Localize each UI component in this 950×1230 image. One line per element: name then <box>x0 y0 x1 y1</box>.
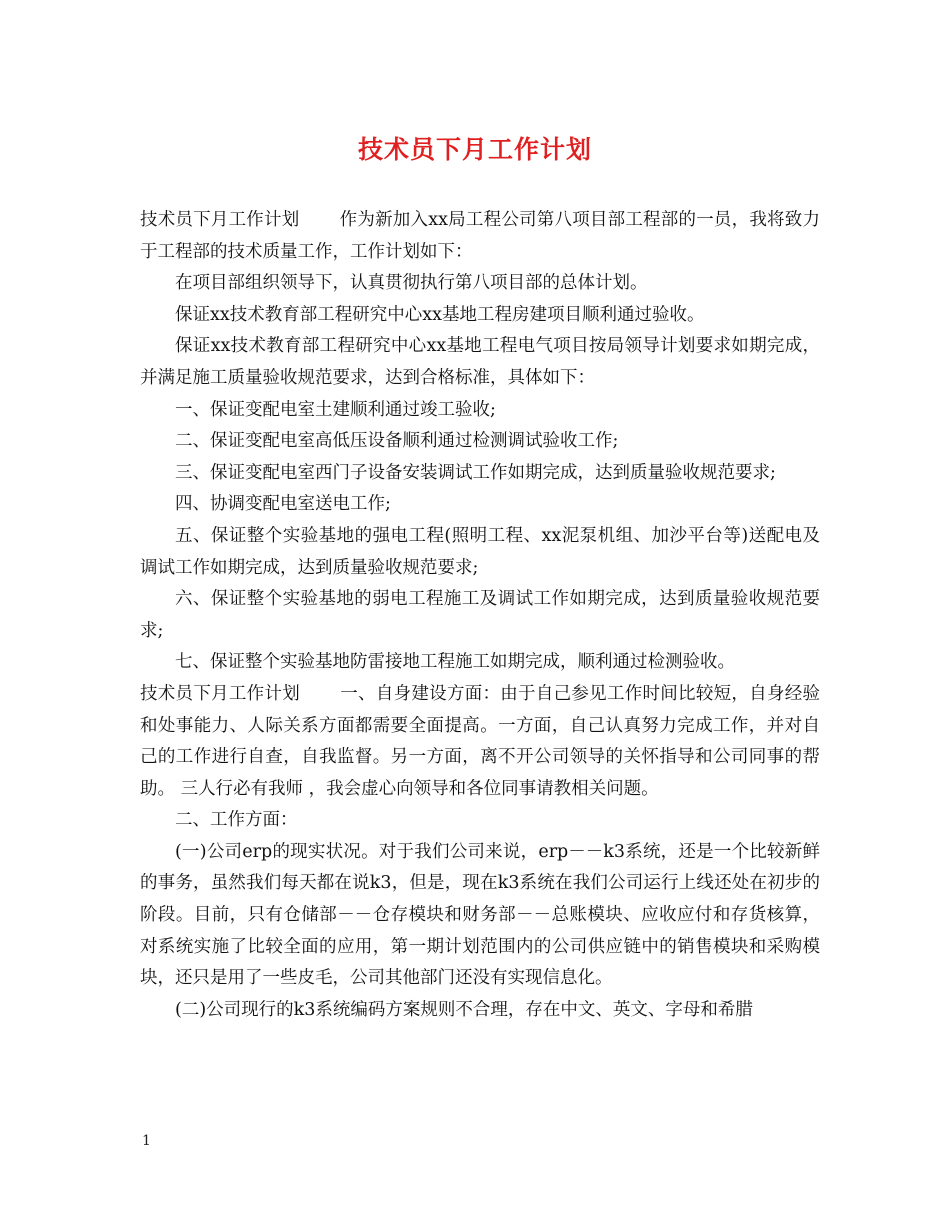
paragraph: 三、保证变配电室西门子设备安装调试工作如期完成，达到质量验收规范要求; <box>175 462 776 483</box>
paragraph <box>140 205 820 268</box>
paragraph-lead: 技术员下月工作计划 <box>140 210 300 230</box>
paragraph: 保证xx技术教育部工程研究中心xx基地工程电气项目按局领导计划要求如期完成，并满足施工质量验收规范要求，达到合格标准，具体如下： <box>140 336 820 388</box>
paragraph: 保证xx技术教育部工程研究中心xx基地工程房建项目顺利通过验收。 <box>175 304 705 325</box>
paragraph: 二、工作方面： <box>175 810 298 831</box>
paragraph: (二)公司现行的k3系统编码方案规则不合理，存在中文、英文、字母和希腊 <box>175 999 753 1020</box>
document-title: 技术员下月工作计划 <box>357 135 592 164</box>
paragraph: 一、保证变配电室土建顺利通过竣工验收; <box>175 399 496 420</box>
paragraph: 四、协调变配电室送电工作; <box>175 494 391 515</box>
paragraph: 在项目部组织领导下，认真贯彻执行第八项目部的总体计划。 <box>175 273 648 294</box>
paragraph-text: 作为新加入xx局工程公司第八项目部工程部的一员，我将致力于工程部的技术质量工作，工作计划如下： <box>140 210 820 262</box>
paragraph: (一)公司erp的现实状况。对于我们公司来说，erp－－k3系统，还是一个比较新鲜的事务，虽然我们每天都在说k3，但是，现在k3系统在我们公司运行上线还处在初步的阶段。目前，只有仓储部－－仓存模块和财务部－－总账模块、应收应付和存货核算，对系统实施了比较全面的应用，第一期计划范围内的公司供应链中的销售模块和采购模块，还只是用了一些皮毛，公司其他部门还没有实现信息化。 <box>140 841 820 989</box>
paragraph: 七、保证整个实验基地防雷接地工程施工如期完成，顺利通过检测验收。 <box>175 652 735 673</box>
paragraph-text: 一、自身建设方面：由于自己参见工作时间比较短，自身经验和处事能力、人际关系方面都需要全面提高。一方面，自己认真努力完成工作，并对自己的工作进行自查，自我监督。另一方面，离不开公司领导的关怀指导和公司同事的帮助。 三人行必有我师 ，我会虚心向领导和各位同事请教相关问题。 <box>140 683 820 799</box>
paragraph-lead: 技术员下月工作计划 <box>140 683 300 704</box>
paragraph <box>140 679 820 805</box>
paragraph: 二、保证变配电室高低压设备顺利通过检测调试验收工作; <box>175 431 619 452</box>
document-body <box>140 205 820 1026</box>
paragraph: 五、保证整个实验基地的强电工程(照明工程、xx泥泵机组、加沙平台等)送配电及调试工作如期完成，达到质量验收规范要求; <box>140 525 820 578</box>
paragraph: 六、保证整个实验基地的弱电工程施工及调试工作如期完成，达到质量验收规范要求; <box>140 589 820 641</box>
page-number: 1 <box>142 1133 151 1149</box>
